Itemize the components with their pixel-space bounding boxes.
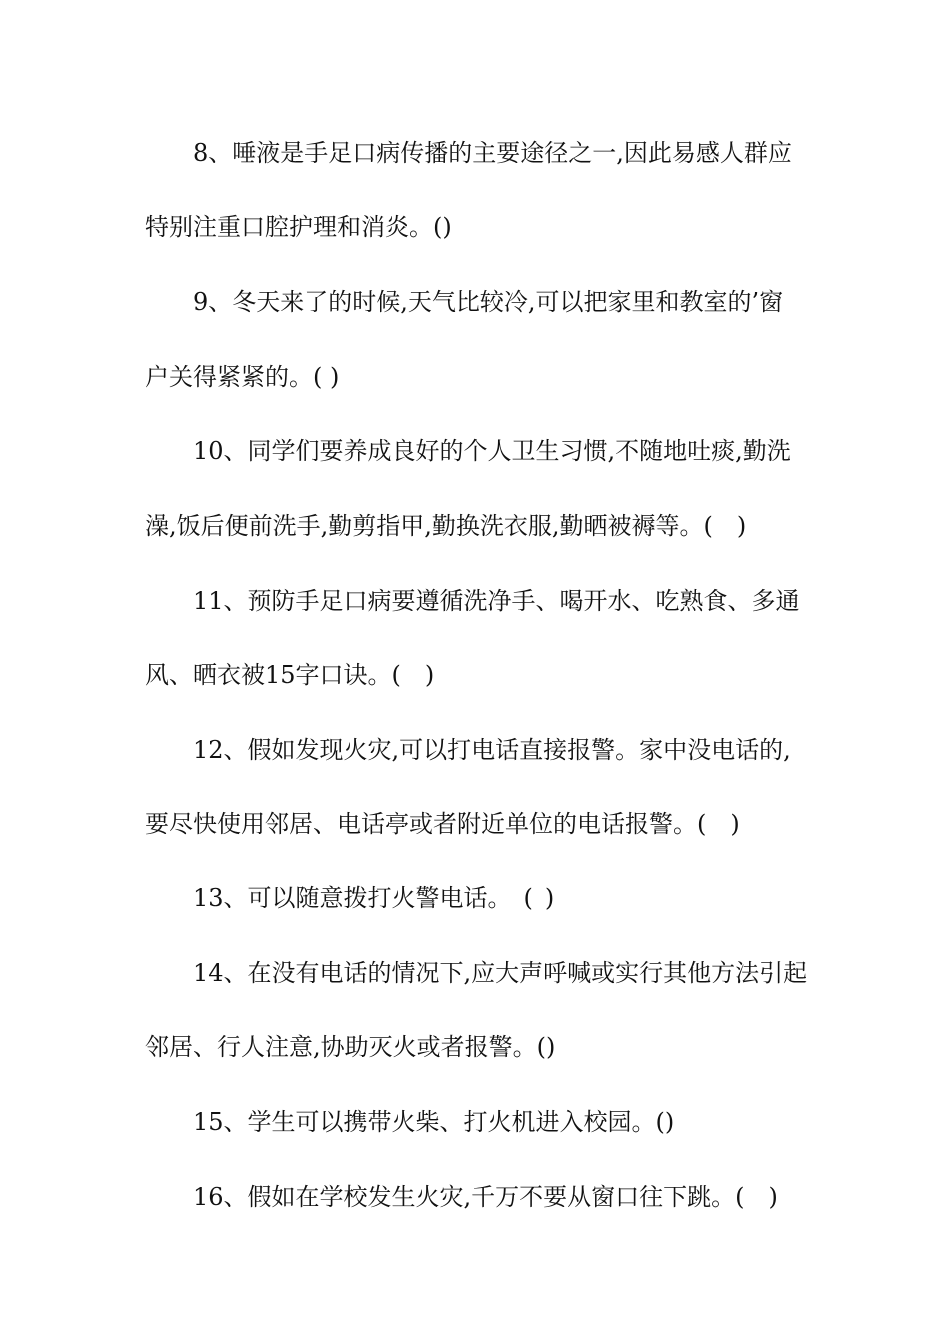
question-15-line-1: 15、学生可以携带火柴、打火机进入校园。() [193, 1108, 675, 1136]
question-10-line-2: 澡,饭后便前洗手,勤剪指甲,勤换洗衣服,勤晒被褥等。( ) [145, 512, 747, 540]
question-14-line-2: 邻居、行人注意,协助灭火或者报警。() [145, 1033, 556, 1061]
question-13-line-1: 13、可以随意拨打火警电话。 ( ) [193, 884, 555, 912]
question-10-line-1: 10、同学们要养成良好的个人卫生习惯,不随地吐痰,勤洗 [193, 437, 791, 465]
question-12-line-2: 要尽快使用邻居、电话亭或者附近单位的电话报警。( ) [145, 810, 740, 838]
question-8-line-1: 8、唾液是手足口病传播的主要途径之一,因此易感人群应 [193, 139, 792, 167]
question-8-line-2: 特别注重口腔护理和消炎。() [145, 213, 452, 241]
question-16-line-1: 16、假如在学校发生火灾,千万不要从窗口往下跳。( ) [193, 1183, 778, 1211]
question-11-line-1: 11、预防手足口病要遵循洗净手、喝开水、吃熟食、多通 [193, 587, 800, 615]
question-9-line-1: 9、冬天来了的时候,天气比较冷,可以把家里和教室的’窗 [193, 288, 784, 316]
question-9-line-2: 户关得紧紧的。( ) [145, 363, 340, 391]
question-11-line-2: 风、晒衣被15字口诀。( ) [145, 661, 435, 689]
question-14-line-1: 14、在没有电话的情况下,应大声呼喊或实行其他方法引起 [193, 959, 808, 987]
question-12-line-1: 12、假如发现火灾,可以打电话直接报警。家中没电话的, [193, 736, 791, 764]
